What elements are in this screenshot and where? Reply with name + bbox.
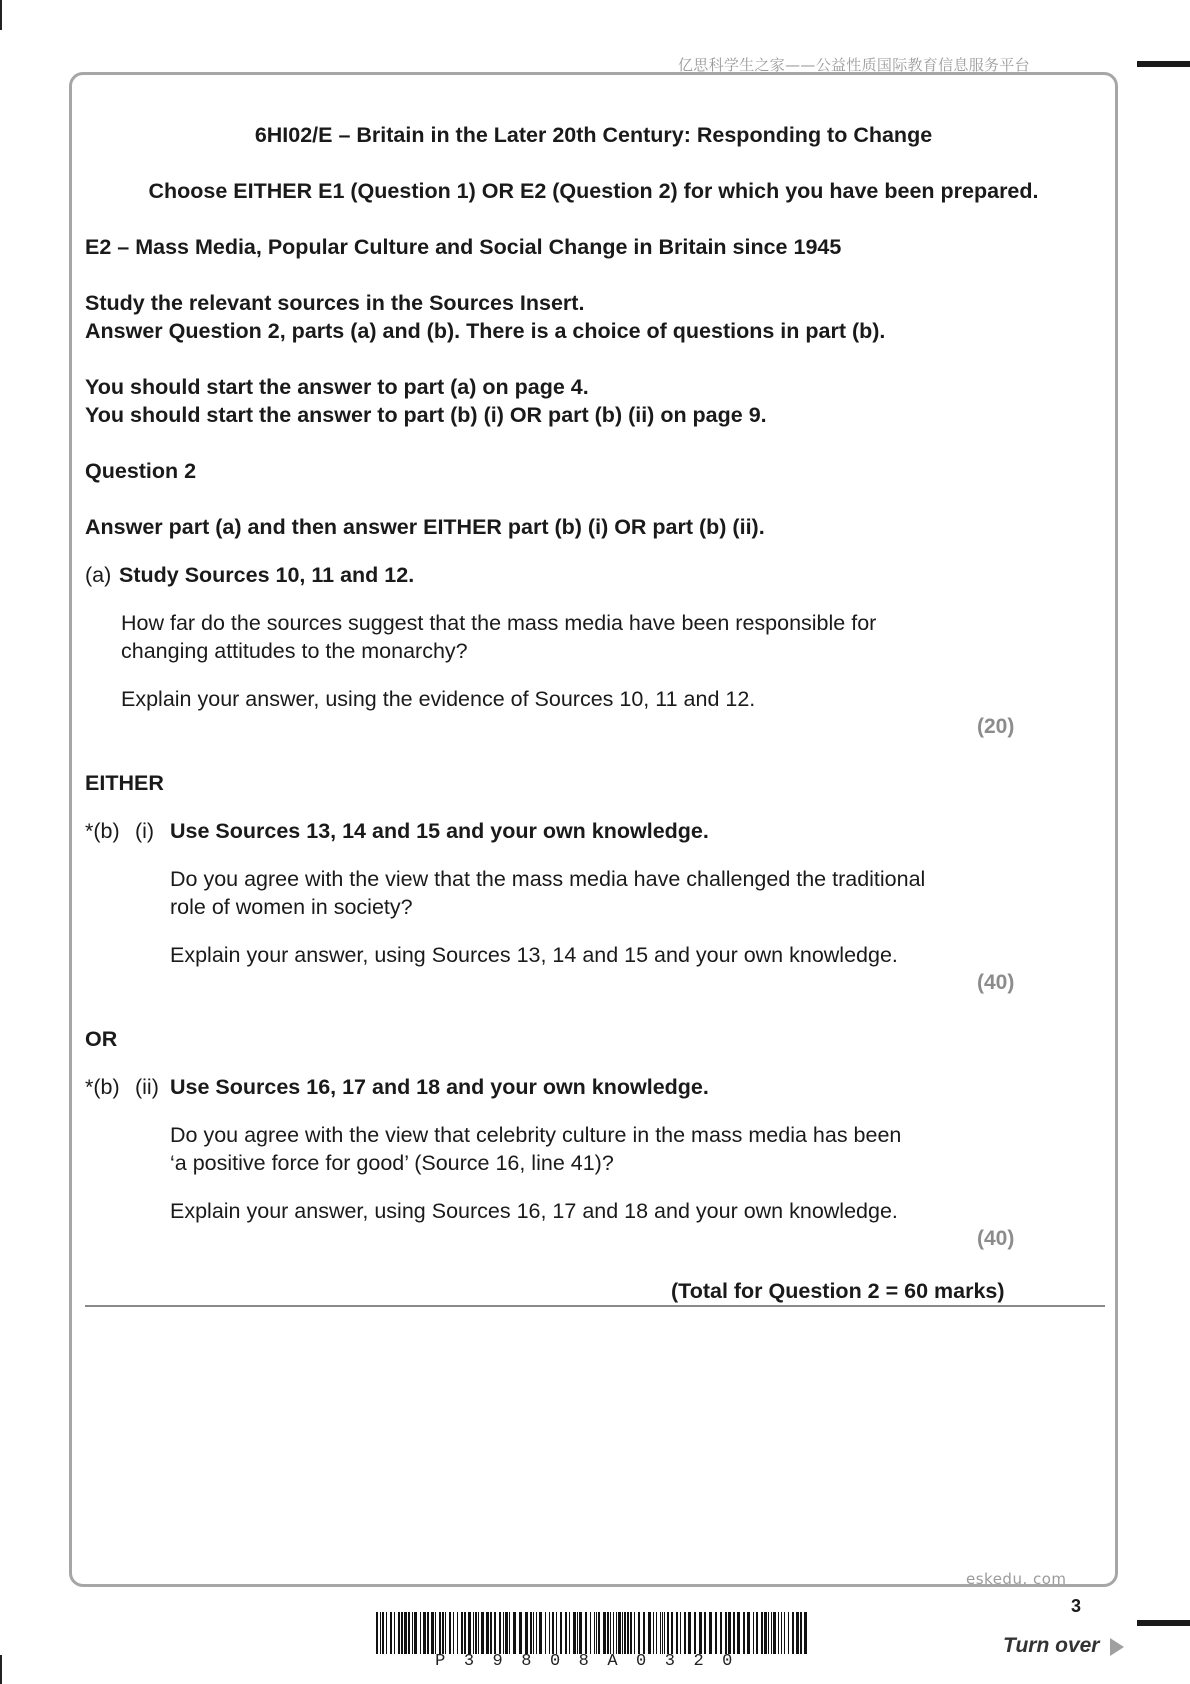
- barcode-bar: [667, 1612, 669, 1654]
- barcode-bar: [610, 1612, 611, 1654]
- barcode-bar: [386, 1612, 387, 1654]
- barcode-bar: [596, 1612, 597, 1654]
- watermark-text: 亿思科学生之家——公益性质国际教育信息服务平台: [678, 56, 1030, 74]
- barcode-bar: [773, 1612, 776, 1654]
- part-a-label: (a): [85, 563, 112, 587]
- barcode-bar: [704, 1612, 706, 1654]
- barcode-bar: [552, 1612, 554, 1654]
- instruction-line: Answer Question 2, parts (a) and (b). There is a choice of questions in part (b).: [85, 319, 886, 343]
- barcode-bar: [656, 1612, 657, 1654]
- barcode-bar: [420, 1612, 421, 1654]
- part-b-ii-label: *(b): [85, 1075, 120, 1099]
- barcode-bar: [478, 1612, 479, 1654]
- turn-over-label: Turn over: [1003, 1634, 1100, 1657]
- page-number: 3: [1071, 1596, 1082, 1616]
- barcode-bar: [513, 1612, 516, 1654]
- barcode-bar: [449, 1612, 451, 1654]
- barcode-bar: [549, 1612, 550, 1654]
- barcode-bar: [676, 1612, 678, 1654]
- barcode-bar: [662, 1612, 663, 1654]
- instruction-line: You should start the answer to part (b) (i) OR part (b) (ii) on page 9.: [85, 403, 767, 427]
- part-a-instruction: Study Sources 10, 11 and 12.: [119, 563, 415, 587]
- instruction-line: You should start the answer to part (a) on page 4.: [85, 375, 589, 399]
- barcode-bar: [435, 1612, 436, 1654]
- choice-instruction: Choose EITHER E1 (Question 1) OR E2 (Question 2) for which you have been prepared.: [148, 179, 1039, 203]
- barcode-bar: [728, 1612, 731, 1654]
- barcode-bar: [398, 1612, 400, 1654]
- barcode-bar: [737, 1612, 740, 1654]
- barcode-bar: [784, 1612, 785, 1654]
- barcode-bar: [382, 1612, 384, 1654]
- barcode-bar: [694, 1612, 696, 1654]
- section-title: E2 – Mass Media, Popular Culture and Social Change in Britain since 1945: [85, 235, 842, 259]
- barcode-bar: [536, 1612, 537, 1654]
- barcode-bar: [594, 1612, 595, 1654]
- part-a-question: changing attitudes to the monarchy?: [121, 639, 468, 663]
- barcode-bar: [579, 1612, 582, 1654]
- question-overview: Answer part (a) and then answer EITHER part (b) (i) OR part (b) (ii).: [85, 515, 765, 539]
- barcode-bar: [408, 1612, 410, 1654]
- barcode-bar: [618, 1612, 621, 1654]
- barcode-bar: [660, 1612, 661, 1654]
- barcode-bar: [643, 1612, 645, 1654]
- part-b-i-instruction: Use Sources 13, 14 and 15 and your own knowledge.: [170, 819, 709, 843]
- barcode-bar: [699, 1612, 702, 1654]
- barcode-bar: [380, 1612, 381, 1654]
- barcode-bar: [585, 1612, 587, 1654]
- barcode-bar: [653, 1612, 654, 1654]
- barcode-bar: [530, 1612, 532, 1654]
- barcode-bar: [519, 1612, 522, 1654]
- barcode: [376, 1612, 810, 1654]
- part-a-explain: Explain your answer, using the evidence of Sources 10, 11 and 12.: [121, 687, 756, 711]
- barcode-bar: [671, 1612, 673, 1654]
- barcode-bar: [781, 1612, 782, 1654]
- barcode-bar: [468, 1612, 471, 1654]
- barcode-bar: [376, 1612, 378, 1654]
- barcode-bar: [503, 1612, 504, 1654]
- barcode-bar: [481, 1612, 484, 1654]
- barcode-bar: [664, 1612, 665, 1654]
- barcode-bar: [560, 1612, 562, 1654]
- barcode-bar: [648, 1612, 651, 1654]
- part-b-i-question: Do you agree with the view that the mass media have challenged the traditional: [170, 867, 926, 891]
- corner-mark-top-left: [0, 0, 2, 30]
- barcode-bar: [688, 1612, 691, 1654]
- barcode-bar: [505, 1612, 508, 1654]
- barcode-bar: [709, 1612, 712, 1654]
- part-b-ii-marks: (40): [977, 1227, 1015, 1250]
- barcode-bar: [390, 1612, 392, 1654]
- barcode-bar: [634, 1612, 635, 1654]
- barcode-bar: [509, 1612, 510, 1654]
- barcode-bar: [613, 1612, 614, 1654]
- barcode-bar: [427, 1612, 429, 1654]
- registration-mark-bottom-right: [1137, 1620, 1190, 1626]
- barcode-bar: [743, 1612, 745, 1654]
- barcode-bar: [804, 1612, 807, 1654]
- part-b-ii-instruction: Use Sources 16, 17 and 18 and your own knowledge.: [170, 1075, 709, 1099]
- part-b-ii-question: ‘a positive force for good’ (Source 16, line 41)?: [170, 1151, 614, 1175]
- barcode-bar: [638, 1612, 640, 1654]
- question-total: (Total for Question 2 = 60 marks): [671, 1279, 1005, 1303]
- barcode-bar: [445, 1612, 446, 1654]
- barcode-bar: [464, 1612, 466, 1654]
- part-b-i-sublabel: (i): [135, 819, 155, 843]
- barcode-bar: [473, 1612, 474, 1654]
- part-b-i-marks: (40): [977, 971, 1015, 994]
- barcode-bar: [788, 1612, 789, 1654]
- barcode-bar: [442, 1612, 444, 1654]
- barcode-bar: [764, 1612, 767, 1654]
- barcode-bar: [414, 1612, 417, 1654]
- barcode-bar: [796, 1612, 799, 1654]
- barcode-bar: [533, 1612, 534, 1654]
- part-a-marks: (20): [977, 715, 1015, 738]
- barcode-bar: [622, 1612, 623, 1654]
- barcode-bar: [499, 1612, 501, 1654]
- question-heading: Question 2: [85, 459, 197, 483]
- barcode-bar: [457, 1612, 458, 1654]
- barcode-bar: [490, 1612, 492, 1654]
- barcode-bar: [556, 1612, 557, 1654]
- barcode-bar: [590, 1612, 591, 1654]
- barcode-bar: [404, 1612, 407, 1654]
- barcode-bar: [423, 1612, 426, 1654]
- barcode-bar: [720, 1612, 722, 1654]
- barcode-bar: [761, 1612, 763, 1654]
- barcode-bar: [439, 1612, 441, 1654]
- part-b-i-explain: Explain your answer, using Sources 13, 14 and 15 and your own knowledge.: [170, 943, 898, 967]
- play-arrow-icon: [1110, 1638, 1124, 1656]
- or-label: OR: [85, 1027, 118, 1051]
- barcode-bar: [565, 1612, 567, 1654]
- barcode-bar: [771, 1612, 772, 1654]
- barcode-bar: [778, 1612, 779, 1654]
- barcode-bar: [753, 1612, 754, 1654]
- part-b-i-label: *(b): [85, 819, 120, 843]
- barcode-bar: [733, 1612, 735, 1654]
- barcode-bar: [545, 1612, 546, 1654]
- divider-rule: [85, 1305, 1105, 1307]
- barcode-bar: [627, 1612, 629, 1654]
- barcode-bar: [525, 1612, 528, 1654]
- barcode-bar: [453, 1612, 454, 1654]
- registration-mark-top-right: [1137, 61, 1190, 67]
- corner-mark-bottom-left: [0, 1655, 2, 1684]
- barcode-bar: [800, 1612, 802, 1654]
- barcode-bar: [680, 1612, 681, 1654]
- barcode-bar: [684, 1612, 686, 1654]
- barcode-bar: [431, 1612, 434, 1654]
- barcode-bar: [401, 1612, 403, 1654]
- barcode-bar: [616, 1612, 617, 1654]
- barcode-number: P39808A0320: [435, 1652, 751, 1671]
- barcode-bar: [394, 1612, 395, 1654]
- barcode-bar: [792, 1612, 794, 1654]
- barcode-bar: [768, 1612, 769, 1654]
- barcode-bar: [486, 1612, 489, 1654]
- barcode-bar: [569, 1612, 570, 1654]
- barcode-bar: [725, 1612, 727, 1654]
- part-b-ii-sublabel: (ii): [135, 1075, 159, 1099]
- barcode-bar: [577, 1612, 578, 1654]
- site-watermark: eskedu. com: [966, 1570, 1067, 1588]
- barcode-bar: [573, 1612, 576, 1654]
- barcode-bar: [630, 1612, 632, 1654]
- barcode-bar: [539, 1612, 542, 1654]
- barcode-bar: [598, 1612, 600, 1654]
- barcode-bar: [603, 1612, 606, 1654]
- paper-title: 6HI02/E – Britain in the Later 20th Century: Responding to Change: [254, 123, 933, 147]
- barcode-bar: [494, 1612, 496, 1654]
- part-b-ii-explain: Explain your answer, using Sources 16, 17 and 18 and your own knowledge.: [170, 1199, 898, 1223]
- barcode-bar: [747, 1612, 750, 1654]
- barcode-bar: [475, 1612, 477, 1654]
- barcode-bar: [412, 1612, 413, 1654]
- part-a-question: How far do the sources suggest that the mass media have been responsible for: [121, 611, 877, 635]
- part-b-i-question: role of women in society?: [170, 895, 413, 919]
- barcode-bar: [756, 1612, 758, 1654]
- barcode-bar: [624, 1612, 626, 1654]
- barcode-bar: [461, 1612, 463, 1654]
- barcode-bar: [715, 1612, 717, 1654]
- part-b-ii-question: Do you agree with the view that celebrity culture in the mass media has been: [170, 1123, 902, 1147]
- barcode-bar: [607, 1612, 609, 1654]
- instruction-line: Study the relevant sources in the Sources Insert.: [85, 291, 585, 315]
- either-label: EITHER: [85, 771, 164, 795]
